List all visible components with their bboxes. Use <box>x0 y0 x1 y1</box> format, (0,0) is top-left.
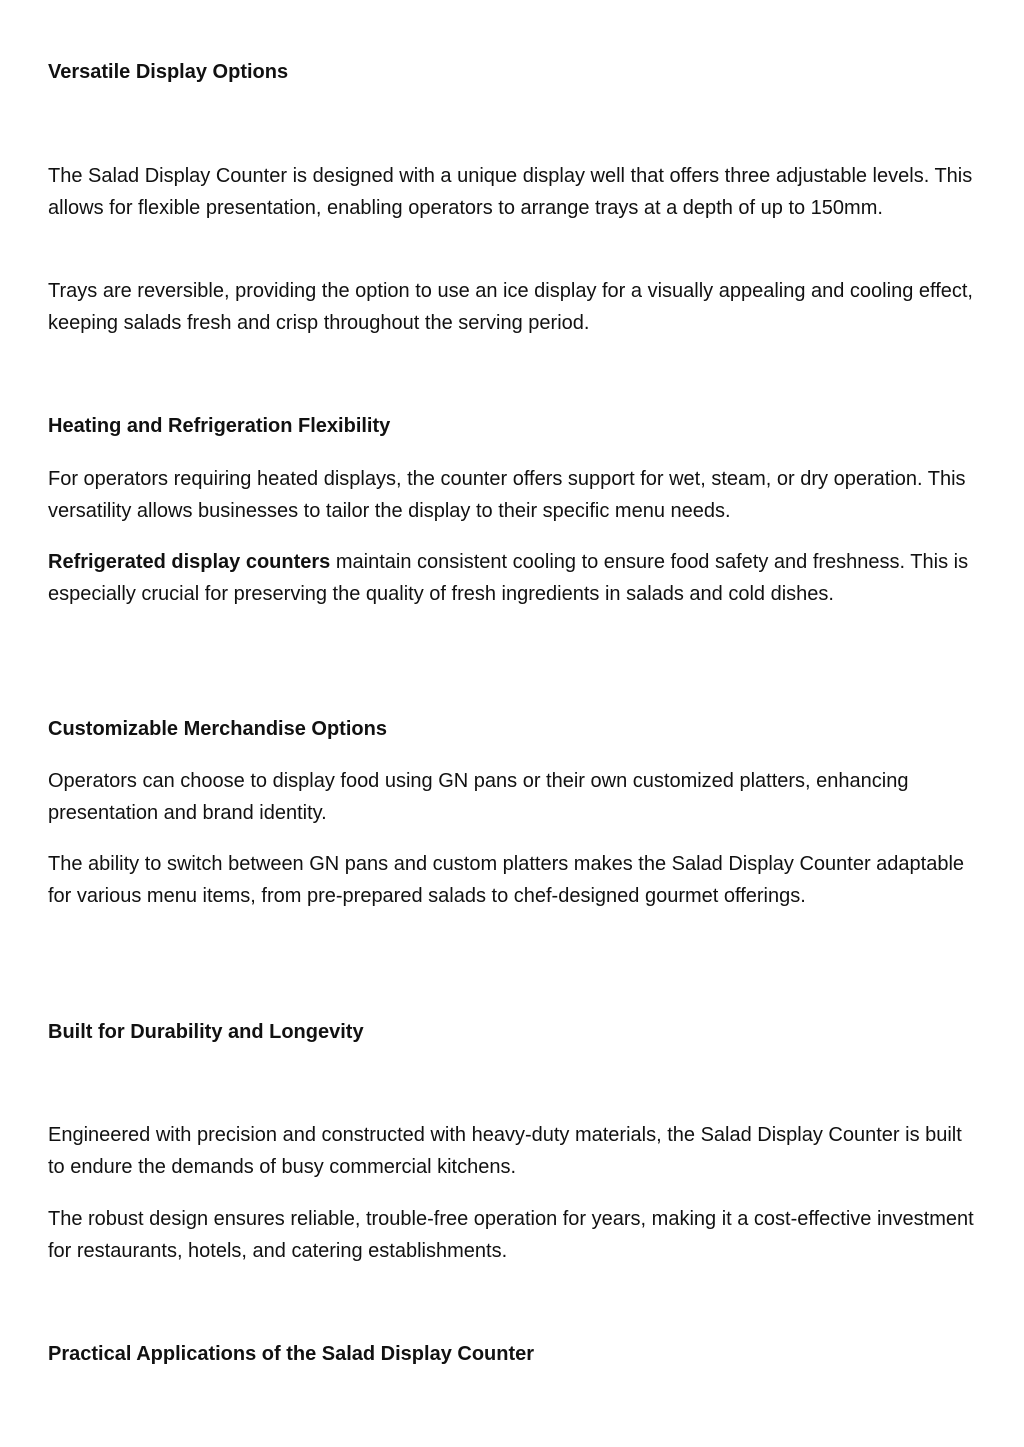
section-heading-heating-refrigeration: Heating and Refrigeration Flexibility <box>48 415 391 437</box>
paragraph-refrigerated-counters <box>48 547 978 610</box>
paragraph-switch-platters: The ability to switch between GN pans and custom platters makes the Salad Display Counter adaptable for various menu items, from pre-prepared salads to chef-designed gourmet offerings. <box>48 853 965 907</box>
paragraph-display-well: The Salad Display Counter is designed with a unique display well that offers three adjustable levels. This allows for flexible presentation, enabling operators to arrange trays at a depth of up to 150mm. <box>48 165 973 219</box>
section-heading-versatile-display: Versatile Display Options <box>48 61 289 83</box>
paragraph-heated-displays: For operators requiring heated displays, the counter offers support for wet, steam, or dry operation. This versatility allows businesses to tailor the display to their specific menu needs. <box>48 468 966 522</box>
paragraph-reversible-trays: Trays are reversible, providing the option to use an ice display for a visually appealing and cooling effect, keeping salads fresh and crisp throughout the serving period. <box>48 280 973 334</box>
paragraph-heavy-duty: Engineered with precision and constructed with heavy-duty materials, the Salad Display Counter is built to endure the demands of busy commercial kitchens. <box>48 1124 962 1178</box>
refrigerated-counters-bold-text: Refrigerated display counters <box>48 551 331 573</box>
section-heading-durability: Built for Durability and Longevity <box>48 1021 364 1043</box>
section-heading-merchandise-options: Customizable Merchandise Options <box>48 718 387 740</box>
paragraph-robust-design: The robust design ensures reliable, trouble-free operation for years, making it a cost-effective investment for restaurants, hotels, and catering establishments. <box>48 1208 974 1262</box>
paragraph-gn-pans: Operators can choose to display food using GN pans or their own customized platters, enhancing presentation and brand identity. <box>48 770 909 824</box>
section-heading-practical-applications: Practical Applications of the Salad Display Counter <box>48 1343 535 1365</box>
refrigerated-counters-body-text: maintain consistent cooling to ensure food safety and freshness. This is especially crucial for preserving the quality of fresh ingredients in salads and cold dishes. <box>48 551 969 605</box>
